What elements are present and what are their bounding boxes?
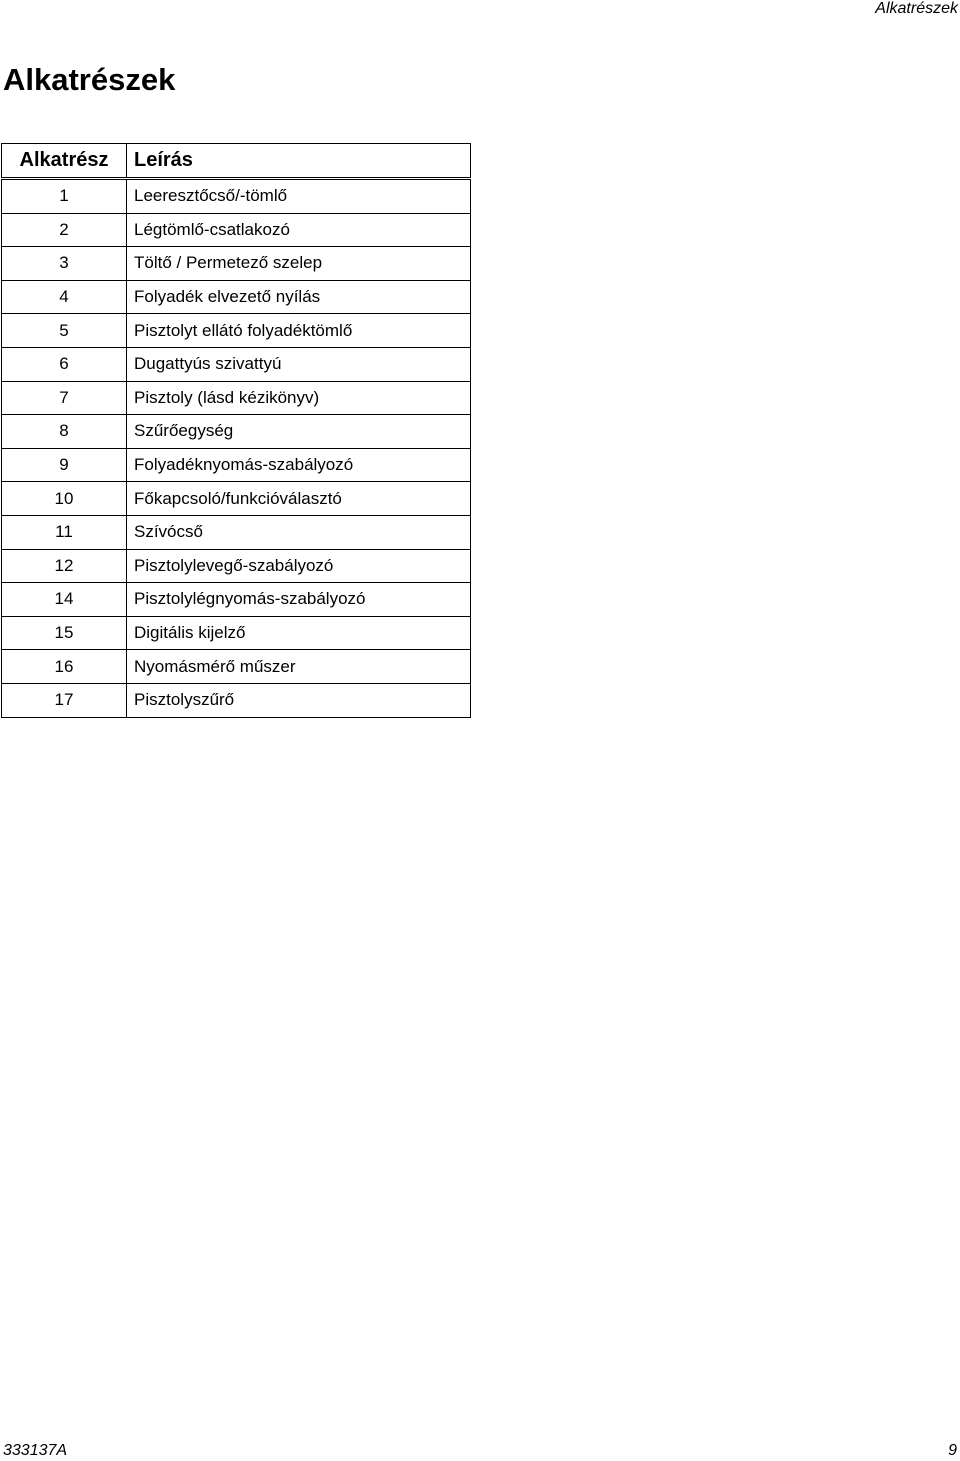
part-description: Légtömlő-csatlakozó bbox=[127, 213, 471, 247]
part-number: 11 bbox=[2, 515, 127, 549]
part-number: 7 bbox=[2, 381, 127, 415]
running-header: Alkatrészek bbox=[875, 0, 958, 17]
part-description: Nyomásmérő műszer bbox=[127, 650, 471, 684]
part-description: Főkapcsoló/funkcióválasztó bbox=[127, 482, 471, 516]
part-description: Szűrőegység bbox=[127, 415, 471, 449]
part-number: 2 bbox=[2, 213, 127, 247]
page-title: Alkatrészek bbox=[3, 62, 176, 97]
table-row bbox=[2, 415, 471, 449]
part-number: 5 bbox=[2, 314, 127, 348]
part-description: Töltő / Permetező szelep bbox=[127, 247, 471, 281]
part-number: 6 bbox=[2, 347, 127, 381]
table-row bbox=[2, 381, 471, 415]
part-description: Dugattyús szivattyú bbox=[127, 347, 471, 381]
table-row bbox=[2, 247, 471, 281]
part-description: Pisztolyszűrő bbox=[127, 683, 471, 717]
part-number: 17 bbox=[2, 683, 127, 717]
table-row bbox=[2, 347, 471, 381]
table-row bbox=[2, 448, 471, 482]
table-row bbox=[2, 616, 471, 650]
parts-table-body bbox=[2, 179, 471, 718]
table-row bbox=[2, 583, 471, 617]
part-number: 1 bbox=[2, 179, 127, 214]
part-description: Pisztoly (lásd kézikönyv) bbox=[127, 381, 471, 415]
part-description: Pisztolylégnyomás-szabályozó bbox=[127, 583, 471, 617]
column-header-description: Leírás bbox=[127, 144, 471, 179]
footer-page-number: 9 bbox=[948, 1442, 957, 1459]
part-description: Leeresztőcső/-tömlő bbox=[127, 179, 471, 214]
parts-table bbox=[1, 143, 471, 718]
part-description: Pisztolylevegő-szabályozó bbox=[127, 549, 471, 583]
part-description: Folyadéknyomás-szabályozó bbox=[127, 448, 471, 482]
table-row bbox=[2, 280, 471, 314]
table-row bbox=[2, 650, 471, 684]
part-number: 14 bbox=[2, 583, 127, 617]
footer-doc-number: 333137A bbox=[3, 1442, 68, 1459]
part-description: Pisztolyt ellátó folyadéktömlő bbox=[127, 314, 471, 348]
table-row bbox=[2, 482, 471, 516]
column-header-part: Alkatrész bbox=[2, 144, 127, 179]
part-description: Folyadék elvezető nyílás bbox=[127, 280, 471, 314]
table-row bbox=[2, 549, 471, 583]
table-row bbox=[2, 179, 471, 214]
table-header-row bbox=[2, 144, 471, 179]
table-row bbox=[2, 213, 471, 247]
table-row bbox=[2, 683, 471, 717]
part-number: 9 bbox=[2, 448, 127, 482]
table-row bbox=[2, 314, 471, 348]
part-number: 12 bbox=[2, 549, 127, 583]
part-number: 4 bbox=[2, 280, 127, 314]
part-number: 10 bbox=[2, 482, 127, 516]
part-number: 16 bbox=[2, 650, 127, 684]
part-description: Digitális kijelző bbox=[127, 616, 471, 650]
table-row bbox=[2, 515, 471, 549]
part-number: 8 bbox=[2, 415, 127, 449]
part-number: 3 bbox=[2, 247, 127, 281]
part-description: Szívócső bbox=[127, 515, 471, 549]
part-number: 15 bbox=[2, 616, 127, 650]
